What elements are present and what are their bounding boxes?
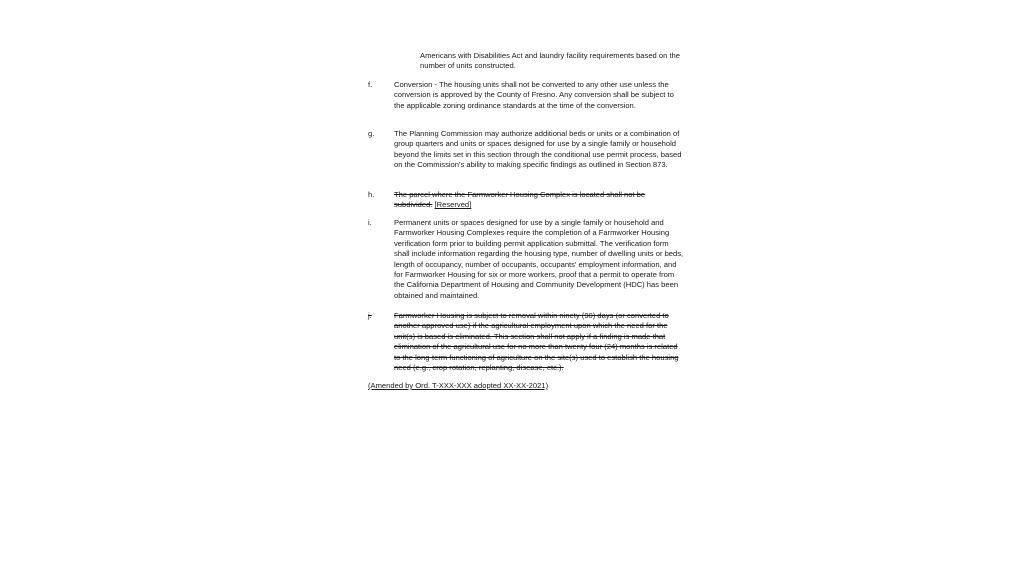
continuation-paragraph: Americans with Disabilities Act and laundry facility requirements based on the number of units constructed.: [420, 51, 681, 71]
amendment-note: (Amended by Ord. T-XXX-XXX adopted XX-XX-2021): [368, 381, 549, 390]
deleted-text: The parcel where the Farmworker Housing Complex is located shall not be subdivided.: [394, 190, 646, 210]
item-marker: g.: [368, 129, 375, 138]
item-text: Permanent units or spaces designed for use by a single family or household and Farmworker Housing Complexes require the completion of a Farmworker Housing verification form prior to building permit application submittal. The verification form shall include information regarding the housing type, number of dwelling units or beds, length of occupancy, number of occupants, occupants' employment information, and for Farmworker Housing for six or more workers, proof that a permit to operate from the California Department of Housing and Community Development (HDC) has been obtained and maintained.: [394, 218, 684, 300]
item-text: Conversion - The housing units shall not be converted to any other use unless the conversion is approved by the County of Fresno. Any conversion shall be subject to the applicable zoning ordinance standards at the time of the conversion.: [394, 80, 674, 110]
item-text: [394, 190, 684, 211]
item-text: The Planning Commission may authorize additional beds or units or a combination of group quarters and units or spaces designed for use by a single family or household beyond the limits set in this section through the conditional use permit process, based on the Commission's ability to making specific findings as outlined in Section 873.: [394, 129, 682, 170]
item-marker: i.: [368, 218, 372, 227]
item-marker: h.: [368, 190, 375, 199]
item-marker: f.: [368, 80, 373, 89]
inserted-text: [Reserved]: [434, 200, 472, 210]
item-marker: j.: [368, 311, 372, 320]
deleted-text: Farmworker Housing is subject to removal within ninety (90) days (or converted to another approved use) if the agricultural employment upon which the need for the unit(s) is based is eliminated. This section shall not apply if a finding is made that elimination of the agricultural use for no more than twenty four (24) months is related to the long-term functioning of agriculture on the site(s) used to establish the housing need (e.g., crop rotation, replanting, disease, etc.).: [394, 311, 679, 373]
